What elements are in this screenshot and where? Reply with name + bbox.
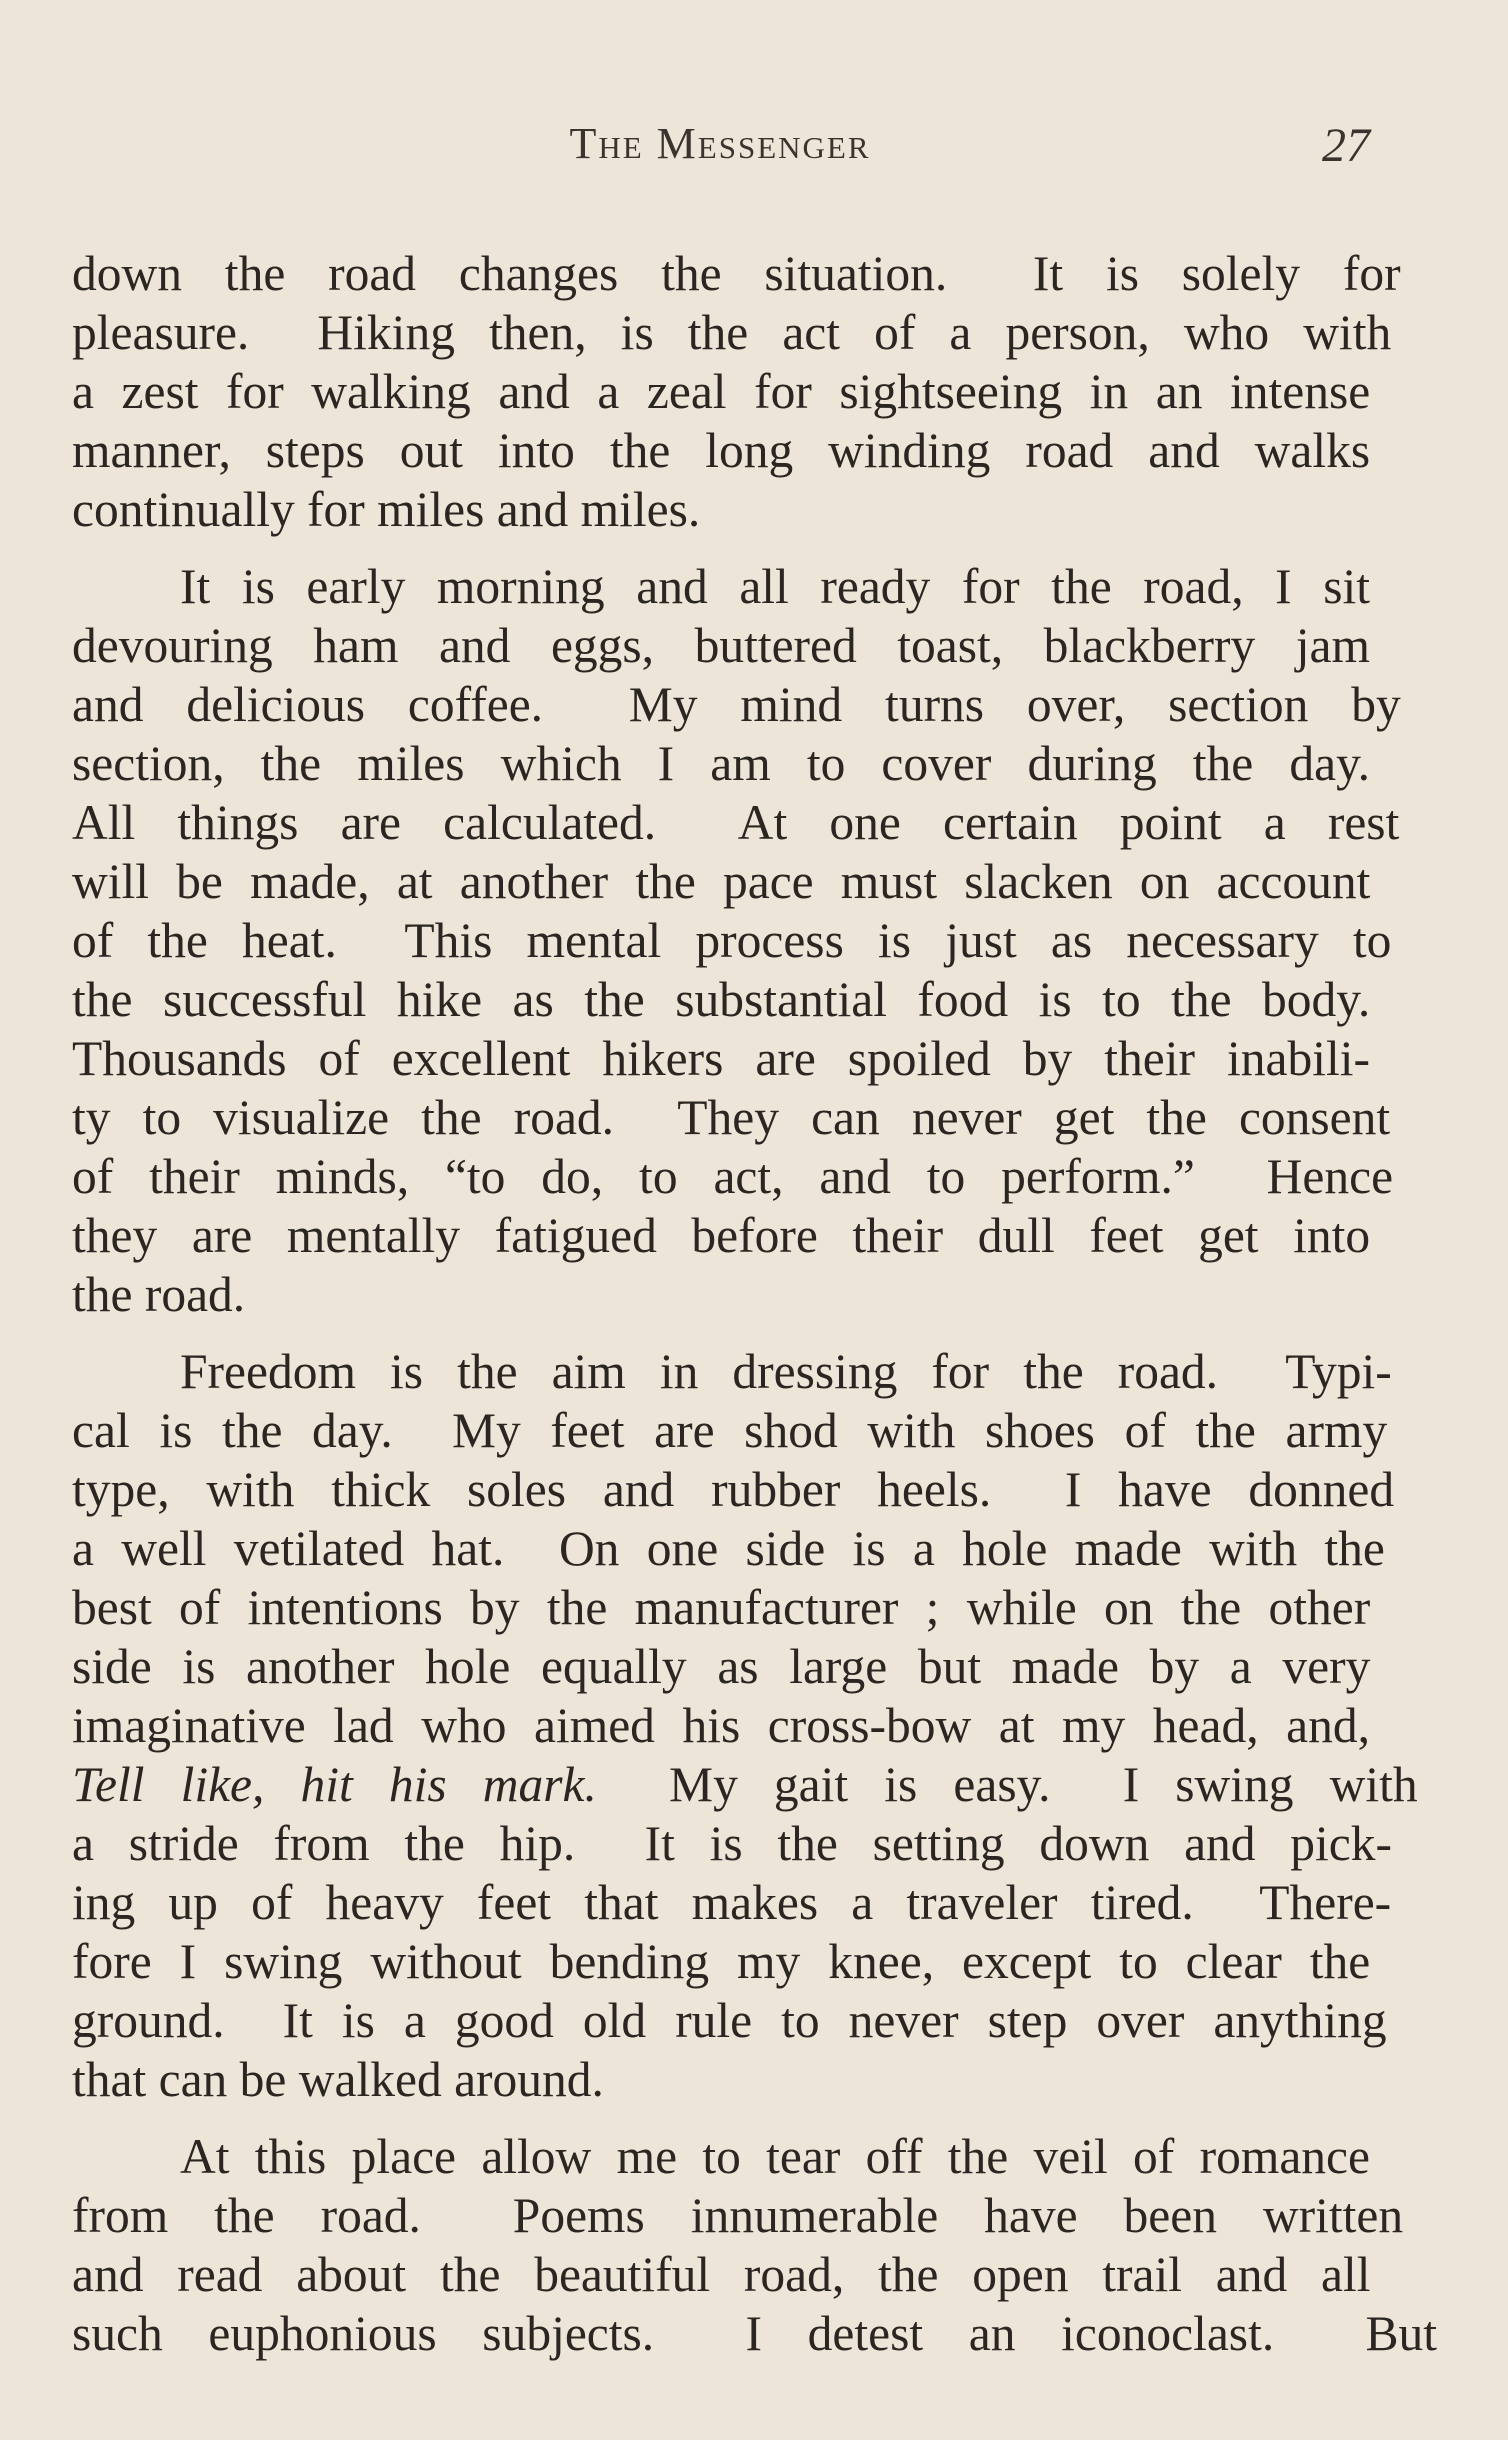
text-line: such euphonious subjects. I detest an iconoclast. But (72, 2306, 1438, 2361)
text-line: continually for miles and miles. (72, 482, 701, 537)
text-line: ground. It is a good old rule to never step over anything (72, 1993, 1387, 2048)
text-line: section, the miles which I am to cover during the day. (72, 736, 1370, 791)
text-line: All things are calculated. At one certain point a rest (72, 795, 1400, 850)
text-line: Thousands of excellent hikers are spoiled by their inabili- (72, 1031, 1370, 1086)
text-line: of their minds, “to do, to act, and to perform.” Hence (72, 1149, 1394, 1204)
page-number: 27 (1322, 119, 1370, 172)
paragraph-3 (72, 1342, 1418, 2109)
text-line: of the heat. This mental process is just as necessary to (72, 913, 1392, 968)
text-line: devouring ham and eggs, buttered toast, blackberry jam (72, 618, 1371, 673)
text-line: a stride from the hip. It is the setting down and pick- (72, 1816, 1392, 1871)
paragraph-2 (72, 557, 1401, 1324)
text-line: ing up of heavy feet that makes a traveler tired. There- (72, 1875, 1392, 1930)
text-line: best of intentions by the manufacturer ; while on the other (72, 1580, 1371, 1635)
text-line: imaginative lad who aimed his cross-bow at my head, and, (72, 1698, 1370, 1753)
text-line: type, with thick soles and rubber heels. I have donned (72, 1462, 1395, 1517)
text-line: a zest for walking and a zeal for sightseeing in an intense (72, 364, 1371, 419)
text-line: the road. (72, 1267, 246, 1322)
body-text (72, 244, 1438, 2363)
italic-phrase: Tell like, hit his mark. (72, 1757, 597, 1812)
text-line (72, 1755, 1418, 1814)
text-line: and delicious coffee. My mind turns over, section by (72, 677, 1401, 732)
text-fragment: My gait is easy. I swing with (596, 1757, 1418, 1812)
text-line: down the road changes the situation. It is solely for (72, 246, 1401, 301)
running-title: The Messenger (569, 119, 871, 168)
text-line: ty to visualize the road. They can never get the consent (72, 1090, 1391, 1145)
text-line: It is early morning and all ready for the road, I sit (180, 559, 1370, 614)
running-head (70, 118, 1370, 188)
text-line: Freedom is the aim in dressing for the road. Typi- (180, 1344, 1392, 1399)
text-line: At this place allow me to tear off the veil of romance (180, 2129, 1370, 2184)
text-line: the successful hike as the substantial food is to the body. (72, 972, 1371, 1027)
text-line: that can be walked around. (72, 2052, 604, 2107)
paragraph-4 (72, 2127, 1438, 2363)
text-line: will be made, at another the pace must slacken on account (72, 854, 1371, 909)
text-line: side is another hole equally as large but made by a very (72, 1639, 1371, 1694)
text-line: pleasure. Hiking then, is the act of a person, who with (72, 305, 1392, 360)
text-line: and read about the beautiful road, the open trail and all (72, 2247, 1371, 2302)
text-line: fore I swing without bending my knee, except to clear the (72, 1934, 1371, 1989)
text-line: cal is the day. My feet are shod with shoes of the army (72, 1403, 1388, 1458)
text-line: they are mentally fatigued before their dull feet get into (72, 1208, 1371, 1263)
paragraph-1 (72, 244, 1401, 539)
text-line: from the road. Poems innumerable have been written (72, 2188, 1404, 2243)
text-line: a well vetilated hat. On one side is a hole made with the (72, 1521, 1385, 1576)
text-line: manner, steps out into the long winding road and walks (72, 423, 1371, 478)
